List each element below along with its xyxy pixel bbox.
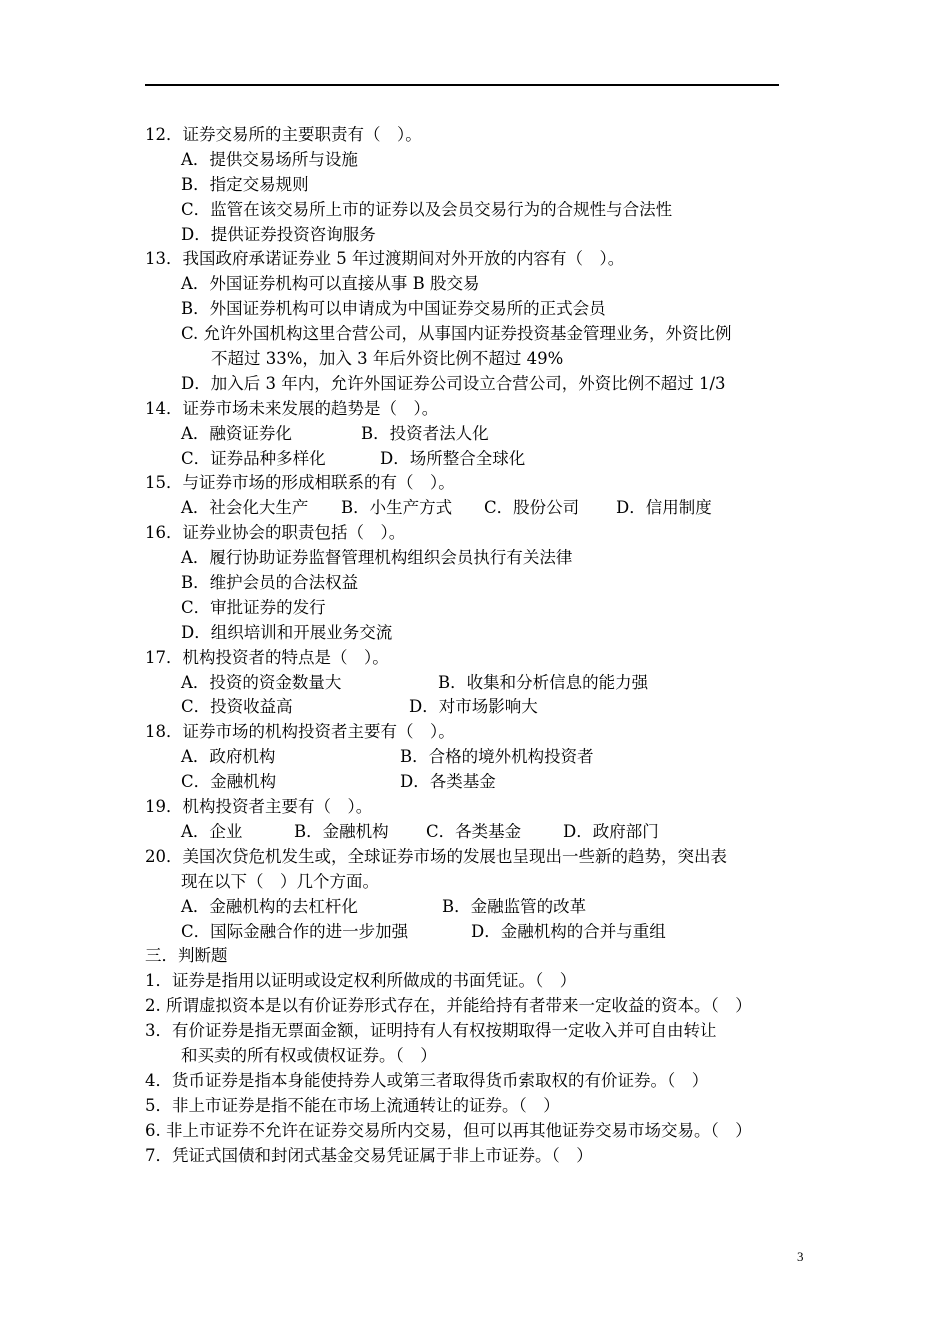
- judgment-6: 6. 非上市证券不允许在证券交易所内交易，但可以再其他证券交易市场交易。（ ）: [145, 1120, 752, 1140]
- q15-option-a: A．社会化大生产: [181, 498, 309, 518]
- judgment-7: 7．凭证式国债和封闭式基金交易凭证属于非上市证券。（ ）: [145, 1145, 593, 1165]
- question-20-stem: 20．美国次贷危机发生或，全球证券市场的发展也呈现出一些新的趋势，突出表: [145, 846, 727, 866]
- question-16-stem: 16．证券业协会的职责包括（ ）。: [145, 523, 406, 543]
- q19-option-b: B．金融机构: [294, 821, 389, 841]
- judgment-4: 4．货币证券是指本身能使持券人或第三者取得货币索取权的有价证券。（ ）: [145, 1070, 709, 1090]
- q16-option-d: D．组织培训和开展业务交流: [181, 622, 393, 642]
- header-rule: [145, 84, 779, 86]
- q18-option-c: C．金融机构: [181, 772, 277, 792]
- q14-option-a: A．融资证券化: [181, 423, 292, 443]
- q18-row-1: [145, 745, 807, 770]
- q13-option-c: C. 允许外国机构这里合营公司，从事国内证券投资基金管理业务，外资比例: [181, 324, 732, 344]
- q17-row-1: [145, 671, 807, 696]
- q13-option-c-cont: 不超过 33%，加入 3 年后外资比例不超过 49%: [211, 349, 564, 369]
- judgment-3-cont: 和买卖的所有权或债权证券。（ ）: [181, 1045, 437, 1065]
- q18-option-a: A．政府机构: [181, 747, 276, 767]
- q17-option-c: C．投资收益高: [181, 697, 293, 717]
- question-13-stem: 13．我国政府承诺证券业 5 年过渡期间对外开放的内容有（ ）。: [145, 249, 625, 269]
- question-18-stem: 18．证券市场的机构投资者主要有（ ）。: [145, 722, 455, 742]
- q17-option-d: D．对市场影响大: [409, 697, 538, 717]
- q20-row-2: [145, 920, 807, 945]
- page-number: 3: [797, 1249, 804, 1264]
- q19-option-d: D．政府部门: [563, 821, 659, 841]
- q20-option-b: B．金融监管的改革: [442, 896, 587, 916]
- q14-row-2: [145, 447, 807, 472]
- q14-option-c: C．证券品种多样化: [181, 448, 326, 468]
- q19-option-c: C．各类基金: [426, 821, 522, 841]
- q17-option-b: B．收集和分析信息的能力强: [438, 672, 649, 692]
- q15-option-d: D．信用制度: [616, 498, 712, 518]
- question-17-stem: 17．机构投资者的特点是（ ）。: [145, 647, 389, 667]
- q13-option-b: B．外国证券机构可以申请成为中国证券交易所的正式会员: [181, 299, 606, 319]
- q14-row-1: [145, 422, 807, 447]
- q15-row-1: [145, 496, 807, 521]
- q19-option-a: A．企业: [181, 821, 243, 841]
- question-14-stem: 14．证券市场未来发展的趋势是（ ）。: [145, 398, 439, 418]
- q15-option-c: C．股份公司: [484, 498, 580, 518]
- q16-option-c: C．审批证券的发行: [181, 597, 326, 617]
- judgment-1: 1．证券是指用以证明或设定权利所做成的书面凭证。（ ）: [145, 971, 577, 991]
- q15-option-b: B．小生产方式: [341, 498, 453, 518]
- document-body: [145, 123, 807, 1168]
- q14-option-b: B．投资者法人化: [361, 423, 489, 443]
- q12-option-b: B．指定交易规则: [181, 174, 309, 194]
- question-20-stem-cont: 现在以下（ ）几个方面。: [181, 871, 379, 891]
- q17-row-2: [145, 695, 807, 720]
- question-12-stem: 12．证券交易所的主要职责有（ ）。: [145, 125, 422, 144]
- q16-option-b: B．维护会员的合法权益: [181, 573, 359, 593]
- q13-option-d: D．加入后 3 年内，允许外国证券公司设立合营公司，外资比例不超过 1/3: [181, 373, 726, 393]
- q19-row-1: [145, 820, 807, 845]
- q17-option-a: A．投资的资金数量大: [181, 672, 342, 692]
- judgment-3: 3．有价证券是指无票面金额，证明持有人有权按期取得一定收入并可自由转让: [145, 1021, 717, 1041]
- q14-option-d: D．场所整合全球化: [380, 448, 526, 468]
- question-15-stem: 15．与证券市场的形成相联系的有（ ）。: [145, 473, 455, 493]
- q18-option-d: D．各类基金: [400, 772, 496, 792]
- judgment-2: 2. 所谓虚拟资本是以有价证券形式存在，并能给持有者带来一定收益的资本。（ ）: [145, 996, 752, 1016]
- q13-option-a: A．外国证券机构可以直接从事 B 股交易: [181, 274, 480, 294]
- section-title: 三．判断题: [145, 946, 228, 966]
- q12-option-d: D．提供证券投资咨询服务: [181, 224, 376, 244]
- q18-row-2: [145, 770, 807, 795]
- q20-option-d: D．金融机构的合并与重组: [471, 921, 666, 941]
- q16-option-a: A．履行协助证券监督管理机构组织会员执行有关法律: [181, 548, 573, 568]
- q12-option-a: A．提供交易场所与设施: [181, 149, 358, 169]
- question-19-stem: 19．机构投资者主要有（ ）。: [145, 797, 373, 817]
- judgment-5: 5．非上市证券是指不能在市场上流通转让的证券。（ ）: [145, 1095, 560, 1115]
- q20-option-a: A．金融机构的去杠杆化: [181, 896, 358, 916]
- q18-option-b: B．合格的境外机构投资者: [400, 747, 594, 767]
- q20-option-c: C．国际金融合作的进一步加强: [181, 921, 409, 941]
- q12-option-c: C．监管在该交易所上市的证券以及会员交易行为的合规性与合法性: [181, 199, 673, 219]
- q20-row-1: [145, 895, 807, 920]
